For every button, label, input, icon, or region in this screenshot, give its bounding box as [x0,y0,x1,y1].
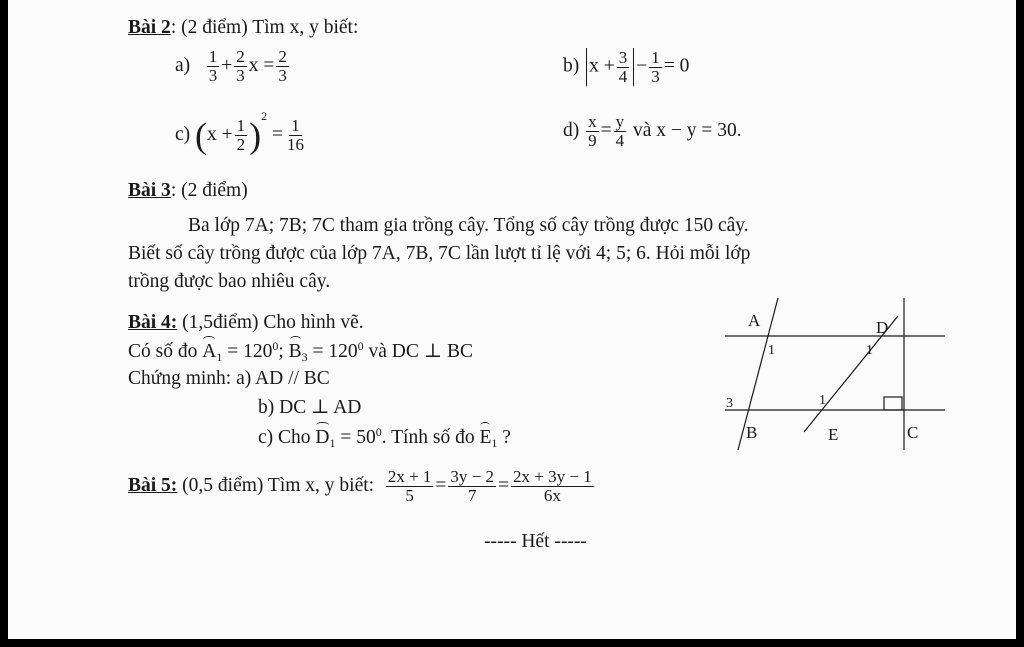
bai2-title: Bài 2 [128,17,171,38]
fraction: $\frac{3}{4}$ [618,47,628,86]
angle-B-label: 3 [726,396,733,411]
bai3-title: Bài 3 [128,180,171,201]
fraction: $\frac{3y - 2}{7}$ [450,467,495,505]
bai4-prove-b: b) DC ⊥ AD [258,397,362,418]
label-B: B [746,423,758,442]
fraction: $\frac{2x + 3y - 1}{6x}$ [513,467,592,505]
fraction: $\frac{y}{4}$ [615,112,625,150]
bai4-heading: Bài 4: (1,5điểm) Cho hình vẽ. [128,312,364,333]
bai4-given: Có số đo $A_1 = 120^0$; $B_3 = 120^0$ và DC ⊥ BC [128,339,473,364]
label-E: E [828,425,839,444]
angle-A-label: 1 [768,343,775,358]
fraction: $\frac{2}{3}$ [278,47,287,85]
right-frame [1016,0,1024,647]
left-frame [0,0,8,647]
bai2-b: b) x + $\frac{3}{4}$ − $\frac{1}{3}$ = 0 [563,47,690,86]
bottom-frame [0,639,1024,647]
bai3-line2: Biết số cây trồng được của lớp 7A, 7B, 7C lần lượt tỉ lệ với 4; 5; 6. Hỏi mỗi lớp [128,243,751,264]
right-angle-mark [884,397,902,410]
fraction: $\frac{1}{3}$ [651,47,660,86]
end-marker: ----- Hết ----- [484,531,587,552]
fraction: $\frac{1}{2}$ [236,116,246,155]
geometry-figure [720,290,955,460]
bai2-heading: Bài 2: (2 điểm) Tìm x, y biết: [128,17,359,38]
fraction: $\frac{x}{9}$ [588,112,597,150]
label-D: D [876,318,889,337]
bai5-line: Bài 5: (0,5 điểm) Tìm x, y biết: $\frac{2x + 1}{5}$ = $\frac{3y - 2}{7}$ = $\frac{2x + 3y - 1}{6x}$ [128,467,592,505]
label-A: A [748,311,761,330]
bai2-d: d) $\frac{x}{9}$ = $\frac{y}{4}$ và x − y = 30. [563,112,742,150]
label-C: C [907,423,919,442]
bai3-line1: Ba lớp 7A; 7B; 7C tham gia trồng cây. Tổng số cây trồng được 150 cây. [188,215,749,236]
angle-D-label: 1 [866,343,873,358]
bai4-title: Bài 4: [128,312,178,333]
bai2-c: c) (x + $\frac{1}{2}$ )$^2$ = $\frac{1}{16}$ [175,109,305,156]
fraction: $\frac{2}{3}$ [236,47,245,85]
bai3-line3: trồng được bao nhiêu cây. [128,271,331,292]
bai4-prove-c: c) Cho $D_1 = 50^0$. Tính số đo $E_1$ ? [258,425,511,450]
bai3-heading: Bài 3: (2 điểm) [128,180,248,201]
fraction: $\frac{1}{16}$ [287,116,305,155]
bai5-title: Bài 5: [128,474,178,496]
fraction: $\frac{1}{3}$ [208,47,218,85]
angle-E-label: 1 [819,393,826,408]
bai4-prove-a: Chứng minh: a) AD // BC [128,368,330,389]
bai2-a: a) $\frac{1}{3}$ + $\frac{2}{3}$ x = $\frac{2}{3}$ [175,47,287,85]
fraction: $\frac{2x + 1}{5}$ [387,467,432,505]
